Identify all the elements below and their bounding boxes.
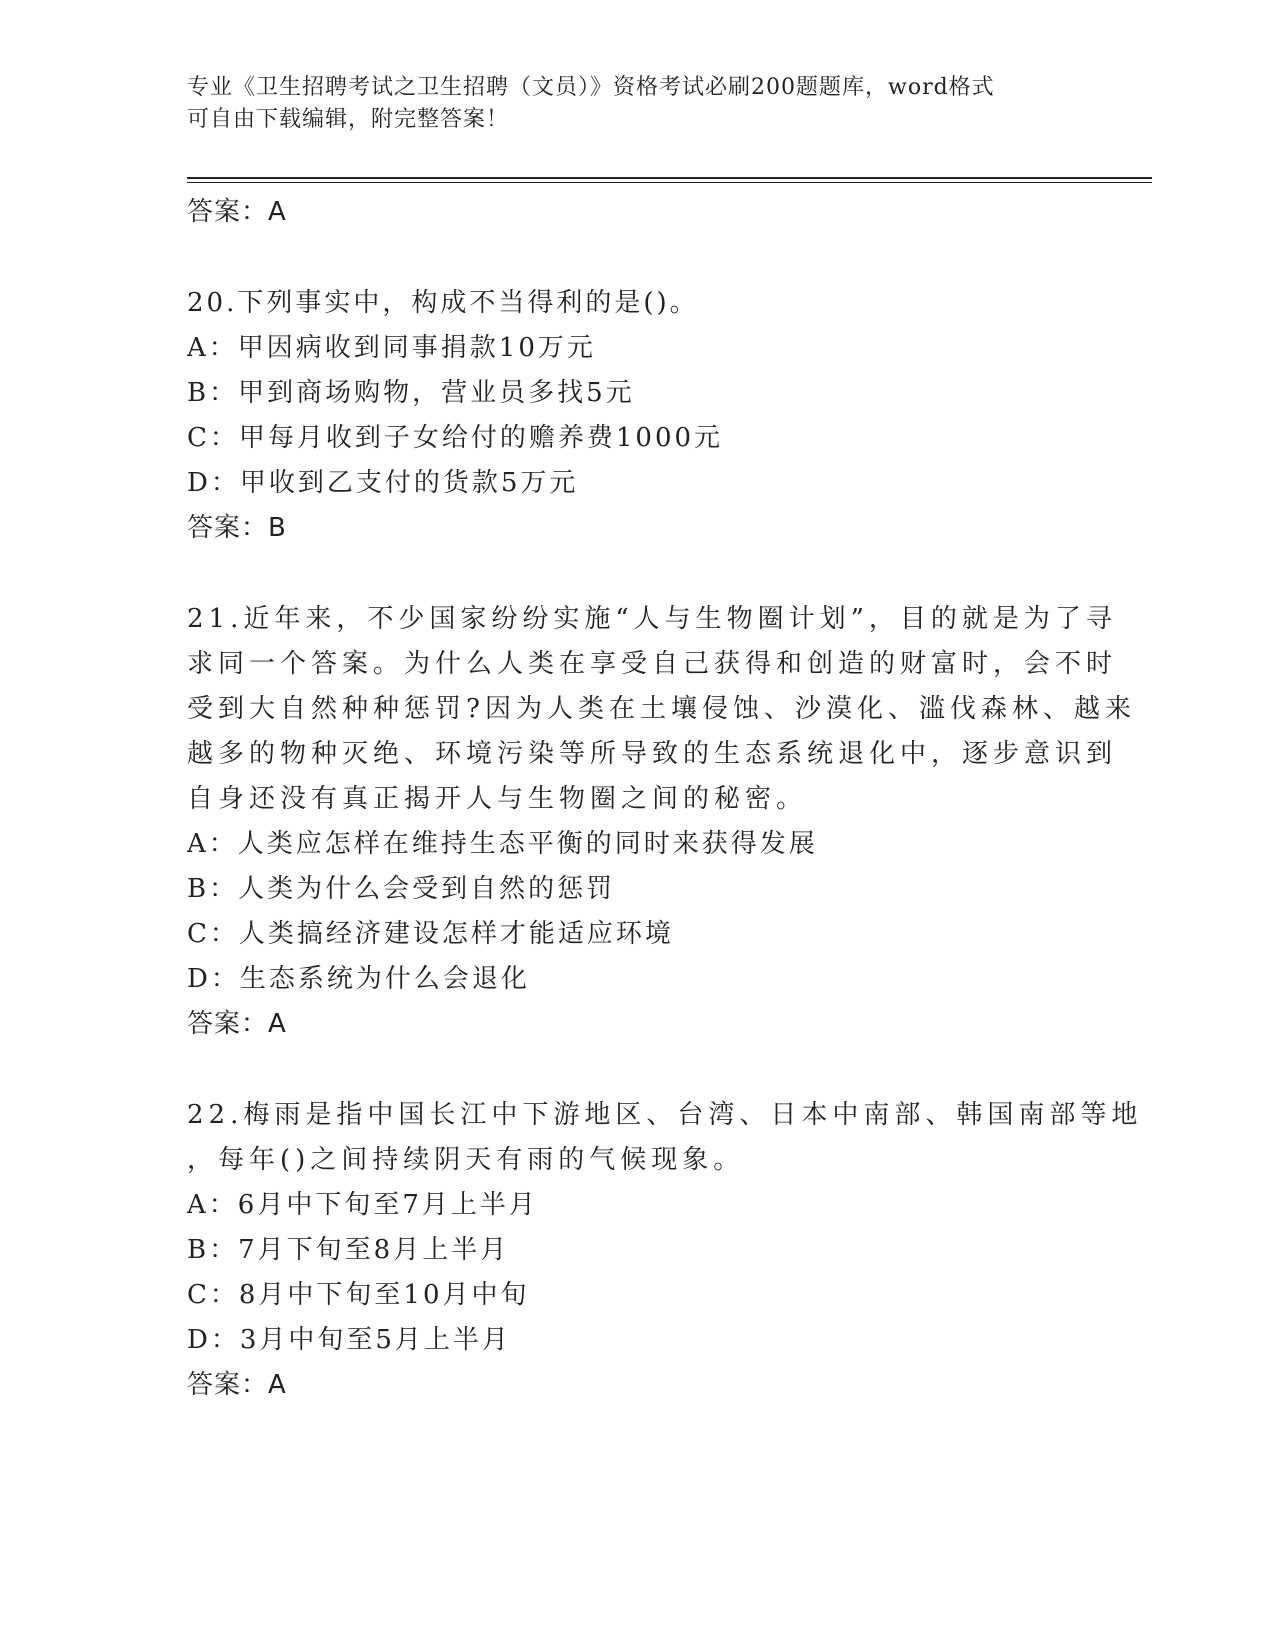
- previous-answer: 答案：A: [187, 197, 287, 227]
- page-header: [187, 72, 1067, 136]
- question-stem: 21.近年来，不少国家纷纷实施“人与生物圈计划”，目的就是为了寻: [187, 604, 1117, 634]
- header-rule-thin: [187, 182, 1152, 183]
- option-b: B：甲到商场购物，营业员多找5元: [187, 378, 635, 408]
- header-line-1: 专业《卫生招聘考试之卫生招聘（文员）》资格考试必刷200题题库，word格式: [187, 75, 995, 100]
- question-stem: 越多的物种灭绝、环境污染等所导致的生态系统退化中，逐步意识到: [187, 739, 1118, 769]
- answer: 答案：A: [187, 1370, 287, 1400]
- answer: 答案：B: [187, 513, 287, 543]
- question-stem: ，每年()之间持续阴天有雨的气候现象。: [187, 1145, 745, 1175]
- question-stem: 求同一个答案。为什么人类在享受自己获得和创造的财富时，会不时: [187, 649, 1118, 679]
- answer: 答案：A: [187, 1009, 287, 1039]
- option-d: D：生态系统为什么会退化: [187, 964, 530, 994]
- question-stem: 受到大自然种种惩罚?因为人类在土壤侵蚀、沙漠化、滥伐森林、越来: [187, 694, 1136, 724]
- question-stem: 20.下列事实中，构成不当得利的是()。: [187, 288, 699, 318]
- option-c: C：人类搞经济建设怎样才能适应环境: [187, 919, 674, 949]
- question-20: [187, 281, 1087, 551]
- option-c: C：8月中下旬至10月中旬: [187, 1280, 530, 1310]
- question-21: [187, 597, 1136, 1047]
- option-d: D：甲收到乙支付的货款5万元: [187, 468, 579, 498]
- spacer: [187, 1047, 1087, 1093]
- spacer: [187, 551, 1087, 597]
- option-a: A：甲因病收到同事捐款10万元: [187, 333, 596, 363]
- header-rule: [187, 177, 1152, 179]
- option-c: C：甲每月收到子女给付的赡养费1000元: [187, 423, 724, 453]
- option-b: B：7月下旬至8月上半月: [187, 1235, 510, 1265]
- option-d: D：3月中旬至5月上半月: [187, 1325, 511, 1355]
- header-line-2: 可自由下载编辑，附完整答案！: [187, 107, 510, 132]
- question-22: [187, 1093, 1143, 1408]
- option-a: A：人类应怎样在维持生态平衡的同时来获得发展: [187, 829, 818, 859]
- question-list: [187, 190, 1143, 1408]
- option-b: B：人类为什么会受到自然的惩罚: [187, 874, 616, 904]
- spacer: [187, 235, 1087, 281]
- option-a: A：6月中下旬至7月上半月: [187, 1190, 538, 1220]
- question-stem: 自身还没有真正揭开人与生物圈之间的秘密。: [187, 784, 808, 814]
- question-stem: 22.梅雨是指中国长江中下游地区、台湾、日本中南部、韩国南部等地: [187, 1100, 1143, 1130]
